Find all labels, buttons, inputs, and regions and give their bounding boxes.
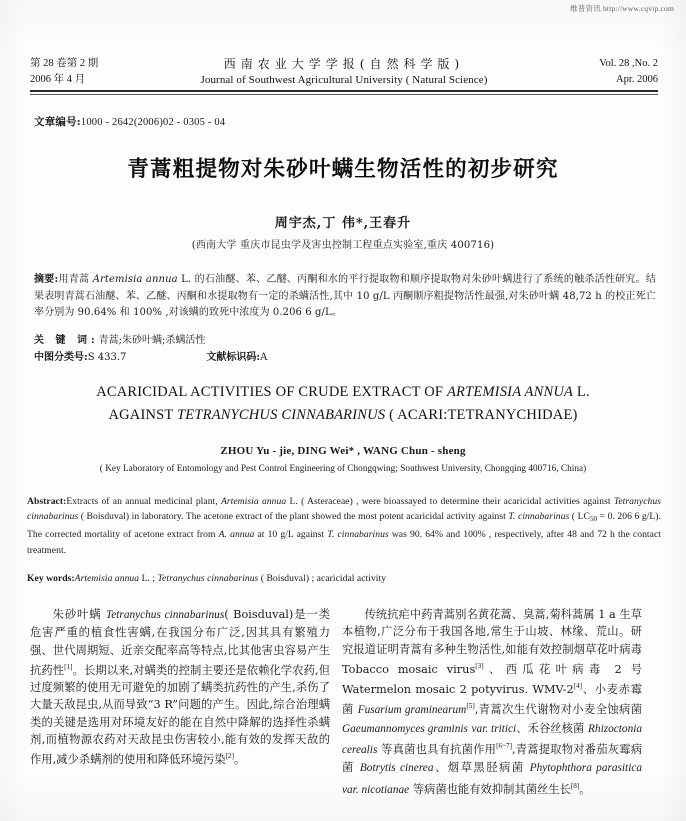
abstract-en-p4: ( LC bbox=[569, 511, 590, 523]
keywords-en-sep-2: ( Boisduval) ; acaricidal activity bbox=[258, 573, 387, 584]
abstract-cn-text-2: L. 的石油醚、苯、乙醚、丙酮和水的平行提取物和顺序提取物对朱砂叶螨进行了系统的触杀活性研究。结果表明青蒿石油醚、苯、乙醚、丙酮和水提取物有一定的杀螨活性,其中 10 g/L 丙酮顺序粗提物活性最强,对朱砂叶螨 48,72 h 的校正死亡率分别为 90.64% 和 100% ,对该螨的致死中浓度为 0.206 6 g/L。 bbox=[34, 274, 656, 318]
keywords-en-label: Key words: bbox=[27, 573, 75, 584]
abstract-en-species-3: T. cinnabarinus bbox=[508, 511, 570, 523]
br-ref-3: [5] bbox=[466, 702, 475, 711]
page-title-cn: 青蒿粗提物对朱砂叶螨生物活性的初步研究 bbox=[127, 157, 559, 182]
abstract-cn-text-1: 用青蒿 bbox=[58, 274, 93, 285]
masthead-left bbox=[30, 56, 98, 88]
authors-cn: 周宇杰,丁 伟*,王春升 bbox=[274, 216, 412, 231]
abstract-en-p3: ( Boisduval) in laboratory. The acetone extract of the plant showed the most potent acaricidal activity against bbox=[78, 511, 509, 523]
volume-issue-cn: 第 28 卷第 2 期 bbox=[30, 58, 99, 69]
title-en-l2-a: AGAINST bbox=[108, 407, 178, 423]
keywords-en-kw-2: Tetranychus cinnabarinus bbox=[157, 573, 259, 584]
bl-b: ( Boisduval)是一类危害严重的植食性害螨,在我国分布广泛,因其具有繁殖力强、世代周期短、近亲交配率高等特点,比其他害虫容易产生抗药性 bbox=[30, 608, 331, 677]
page-title-en-line1 bbox=[43, 381, 643, 404]
journal-masthead bbox=[30, 56, 658, 90]
affiliation-cn: (西南大学 重庆市昆虫学及害虫控制工程重点实验室,重庆 400716) bbox=[191, 240, 495, 251]
br-l: 。 bbox=[579, 782, 591, 796]
body-column-right bbox=[342, 606, 642, 799]
abstract-en-species-1: Artemisia annua bbox=[220, 496, 287, 507]
bl-a: 朱砂叶螨 bbox=[52, 608, 107, 621]
br-latin-6: Phytophthora parasitica bbox=[529, 762, 642, 775]
bl-c: 。长期以来,对螨类的控制主要还是依赖化学农药,但过度频繁的使用无可避免的加剧了螨类抗药性的产生,杀伤了大量天敌昆虫,从而导致“3 R”问题的产生。因此,综合治理螨类的关键是选用对环境友好的能在自然中降解的选择性杀螨剂,而植物源农药对天敌昆虫伤害较小,能有效的发挥天敌的作用,减少杀螨剂的使用和降低环境污染 bbox=[30, 663, 330, 767]
title-en-l1-a: ACARICIDAL ACTIVITIES OF CRUDE EXTRACT OF bbox=[96, 384, 447, 400]
br-ref-1: [3] bbox=[475, 661, 484, 670]
br-f: 、禾谷丝核菌 bbox=[516, 721, 589, 735]
article-number bbox=[34, 114, 225, 129]
clc-label: 中图分类号: bbox=[34, 352, 88, 363]
abstract-en-label: Abstract: bbox=[27, 496, 67, 507]
br-k: 等病菌也能有效抑制其菌丝生长 bbox=[409, 782, 571, 796]
abstract-en-p1: Extracts of an annual medicinal plant, bbox=[66, 496, 221, 507]
article-number-label: 文章编号: bbox=[34, 116, 81, 128]
abstract-en-p2: L. ( Asteraceae) , were bioassayed to determine their acaricidal activities against bbox=[286, 496, 614, 507]
masthead-rule-thick bbox=[30, 90, 658, 92]
br-ref-4: [6~7] bbox=[496, 742, 512, 751]
br-i: 、烟草黑胫病菌 bbox=[433, 761, 530, 775]
br-latin-5: Botrytis cinerea bbox=[359, 762, 434, 775]
title-en-l2-species: TETRANYCHUS CINNABARINUS bbox=[177, 407, 386, 423]
date-en: Apr. 2006 bbox=[616, 74, 658, 85]
clc-value: S 433.7 bbox=[87, 352, 127, 363]
keywords-en bbox=[27, 571, 661, 586]
page-title-en bbox=[43, 381, 643, 427]
br-latin-1: Fusarium graminearum bbox=[357, 704, 467, 717]
br-b: 、西瓜花叶病毒 2 号 Watermelon mosaic 2 potyvirus. WMV-2 bbox=[342, 662, 642, 697]
br-latin-2: Gaeumannomyces graminis bbox=[342, 722, 468, 735]
br-g: 等真菌也具有抗菌作用 bbox=[377, 743, 497, 757]
title-en-l1-c: L. bbox=[573, 384, 590, 400]
journal-name-cn: 西南农业大学学报(自然科学版) bbox=[223, 57, 465, 71]
bl-ref-2: [2] bbox=[225, 752, 235, 761]
br-a: 传统抗疟中药青蒿别名黄花蒿、臭蒿,菊科蒿属 1 a 生草本植物,广泛分布于我国各地,常生于山坡、林缘、荒山。研究报道证明青蒿有多种生物活性,如能有效控制烟草花叶病毒 Tobacco mosaic virus bbox=[342, 608, 642, 676]
abstract-en-species-2: Tetranychus cinnabarinus bbox=[27, 496, 661, 523]
bl-d: 。 bbox=[234, 753, 246, 767]
keywords-en-kw-1: Artemisia annua bbox=[74, 573, 140, 584]
lc50-subscript: 50 bbox=[589, 515, 598, 524]
br-ref-2: [4] bbox=[573, 682, 583, 691]
masthead-right bbox=[599, 56, 658, 88]
abstract-en-p6: at 10 g/L against bbox=[254, 529, 328, 541]
page-title-en-line2 bbox=[43, 404, 643, 427]
date-cn: 2006 年 4 月 bbox=[30, 74, 86, 85]
journal-name-en: Journal of Southwest Agricultural University ( Natural Science) bbox=[200, 74, 488, 86]
document-code-value: A bbox=[260, 352, 268, 363]
cqvip-watermark: 维普资讯 http://www.cqvip.com bbox=[570, 4, 674, 13]
br-latin-3: var. tritici bbox=[471, 722, 517, 735]
title-en-l2-c: ( ACARI:TETRANYCHIDAE) bbox=[385, 407, 578, 423]
keywords-cn-label: 关 键 词: bbox=[34, 335, 99, 346]
body-columns bbox=[30, 606, 658, 821]
br-d: ,青蒿次生代谢物对小麦全蚀病菌 bbox=[474, 703, 643, 717]
affiliation-en: ( Key Laboratory of Entomology and Pest Control Engineering of Chongqwing; Southwest University, Chongqing 400716, China) bbox=[99, 463, 587, 473]
abstract-en bbox=[27, 494, 661, 558]
keywords-cn bbox=[34, 333, 656, 350]
bl-ref-1: [1] bbox=[64, 662, 73, 671]
abstract-cn-label: 摘要: bbox=[34, 274, 59, 285]
body-paragraph-left-1 bbox=[30, 606, 330, 769]
title-en-l1-species: ARTEMISIA ANNUA bbox=[446, 384, 574, 400]
br-ref-5: [8] bbox=[570, 781, 580, 790]
keywords-en-sep-1: L. ; bbox=[139, 573, 158, 584]
bl-latin-1: Tetranychus cinnabarinus bbox=[106, 609, 225, 621]
br-h: ,青蒿提取物对番茄灰霉病菌 bbox=[342, 743, 643, 775]
abstract-cn bbox=[34, 272, 656, 322]
abstract-en-p5: = 0. 206 6 g/L). The corrected mortality of acetone extract from bbox=[27, 511, 661, 541]
abstract-en-species-4: A. annua bbox=[218, 529, 255, 541]
masthead-rule-thin bbox=[30, 94, 658, 95]
body-column-left bbox=[30, 606, 330, 769]
document-code-label: 文献标识码: bbox=[206, 352, 261, 363]
br-latin-4: Rhizoctonia cerealis bbox=[342, 722, 643, 757]
br-c: 、小麦赤霉菌 bbox=[342, 683, 642, 717]
br-latin-7: var. nicotianae bbox=[342, 783, 410, 796]
keywords-cn-value: 青蒿;朱砂叶螨;杀螨活性 bbox=[98, 335, 206, 346]
abstract-en-species-5: T. cinnabarinus bbox=[327, 529, 389, 541]
authors-en: ZHOU Yu - jie, DING Wei* , WANG Chun - sheng bbox=[220, 445, 466, 457]
abstract-en-p7: was 90. 64% and 100% , respectively, after 48 and 72 h the contact treatment. bbox=[27, 529, 661, 556]
masthead-center bbox=[200, 56, 487, 88]
abstract-cn-species-1: Artemisia annua bbox=[92, 274, 178, 285]
body-paragraph-right-1 bbox=[342, 606, 642, 799]
classification-cn bbox=[34, 350, 656, 367]
article-number-value: 1000 - 2642(2006)02 - 0305 - 04 bbox=[80, 117, 226, 128]
volume-issue-en: Vol. 28 ,No. 2 bbox=[599, 58, 658, 69]
